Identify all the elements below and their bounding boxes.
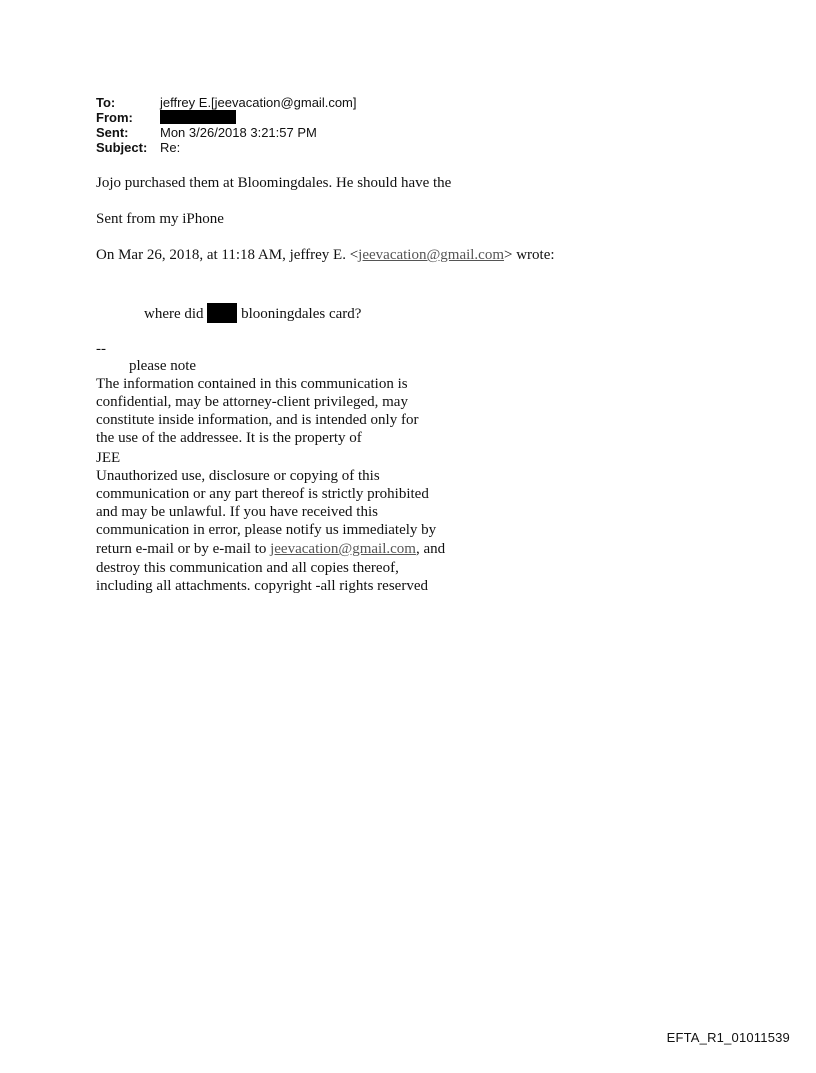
subject-label: Subject: [96,140,148,155]
to-row [96,95,357,110]
disclaimer-line: communication or any part thereof is strictly prohibited [96,486,429,502]
sent-label: Sent: [96,125,129,140]
disclaimer-line: The information contained in this communication is [96,376,408,392]
disclaimer-line: the use of the addressee. It is the property of [96,430,362,446]
email-header [96,95,357,155]
quote-intro-prefix: On Mar 26, 2018, at 11:18 AM, jeffrey E. < [96,247,359,263]
disclaimer-line10-prefix: return e-mail or by e-mail to [96,541,271,557]
redaction-box [207,303,237,323]
quoted-prefix: where did [144,306,208,322]
disclaimer-line: including all attachments. copyright -all rights reserved [96,578,428,594]
subject-value: Re: [160,140,181,155]
from-label: From: [96,110,133,125]
quoted-message [144,303,361,323]
document-id: EFTA_R1_01011539 [666,1030,790,1045]
to-label: To: [96,95,116,110]
disclaimer-line: constitute inside information, and is intended only for [96,412,419,428]
quote-intro [96,247,555,264]
signature-line: Sent from my iPhone [96,211,224,227]
quoted-suffix: blooningdales card? [237,306,362,322]
disclaimer-email-link[interactable]: jeevacation@gmail.com [270,541,416,557]
disclaimer-line10-suffix: , and [415,541,446,557]
sent-row [96,125,357,140]
disclaimer-line: and may be unlawful. If you have received this [96,504,378,520]
disclaimer-line [96,541,445,558]
disclaimer-line: JEE [96,450,121,466]
redaction-box [160,110,236,124]
disclaimer-separator: -- [96,341,106,357]
to-value: jeffrey E.[jeevacation@gmail.com] [160,95,357,110]
reply-line: Jojo purchased them at Bloomingdales. He should have the [96,175,452,191]
from-row [96,110,357,125]
quote-intro-email-link[interactable]: jeevacation@gmail.com [358,247,505,263]
disclaimer-line: communication in error, please notify us immediately by [96,522,437,538]
disclaimer-note: please note [129,358,197,374]
disclaimer-line: Unauthorized use, disclosure or copying of this [96,468,380,484]
disclaimer-line: destroy this communication and all copies thereof, [96,560,399,576]
from-value-redacted [160,110,236,125]
disclaimer-line: confidential, may be attorney-client privileged, may [96,394,408,410]
sent-value: Mon 3/26/2018 3:21:57 PM [160,125,317,140]
quote-intro-suffix: > wrote: [504,247,555,263]
subject-row [96,140,357,155]
